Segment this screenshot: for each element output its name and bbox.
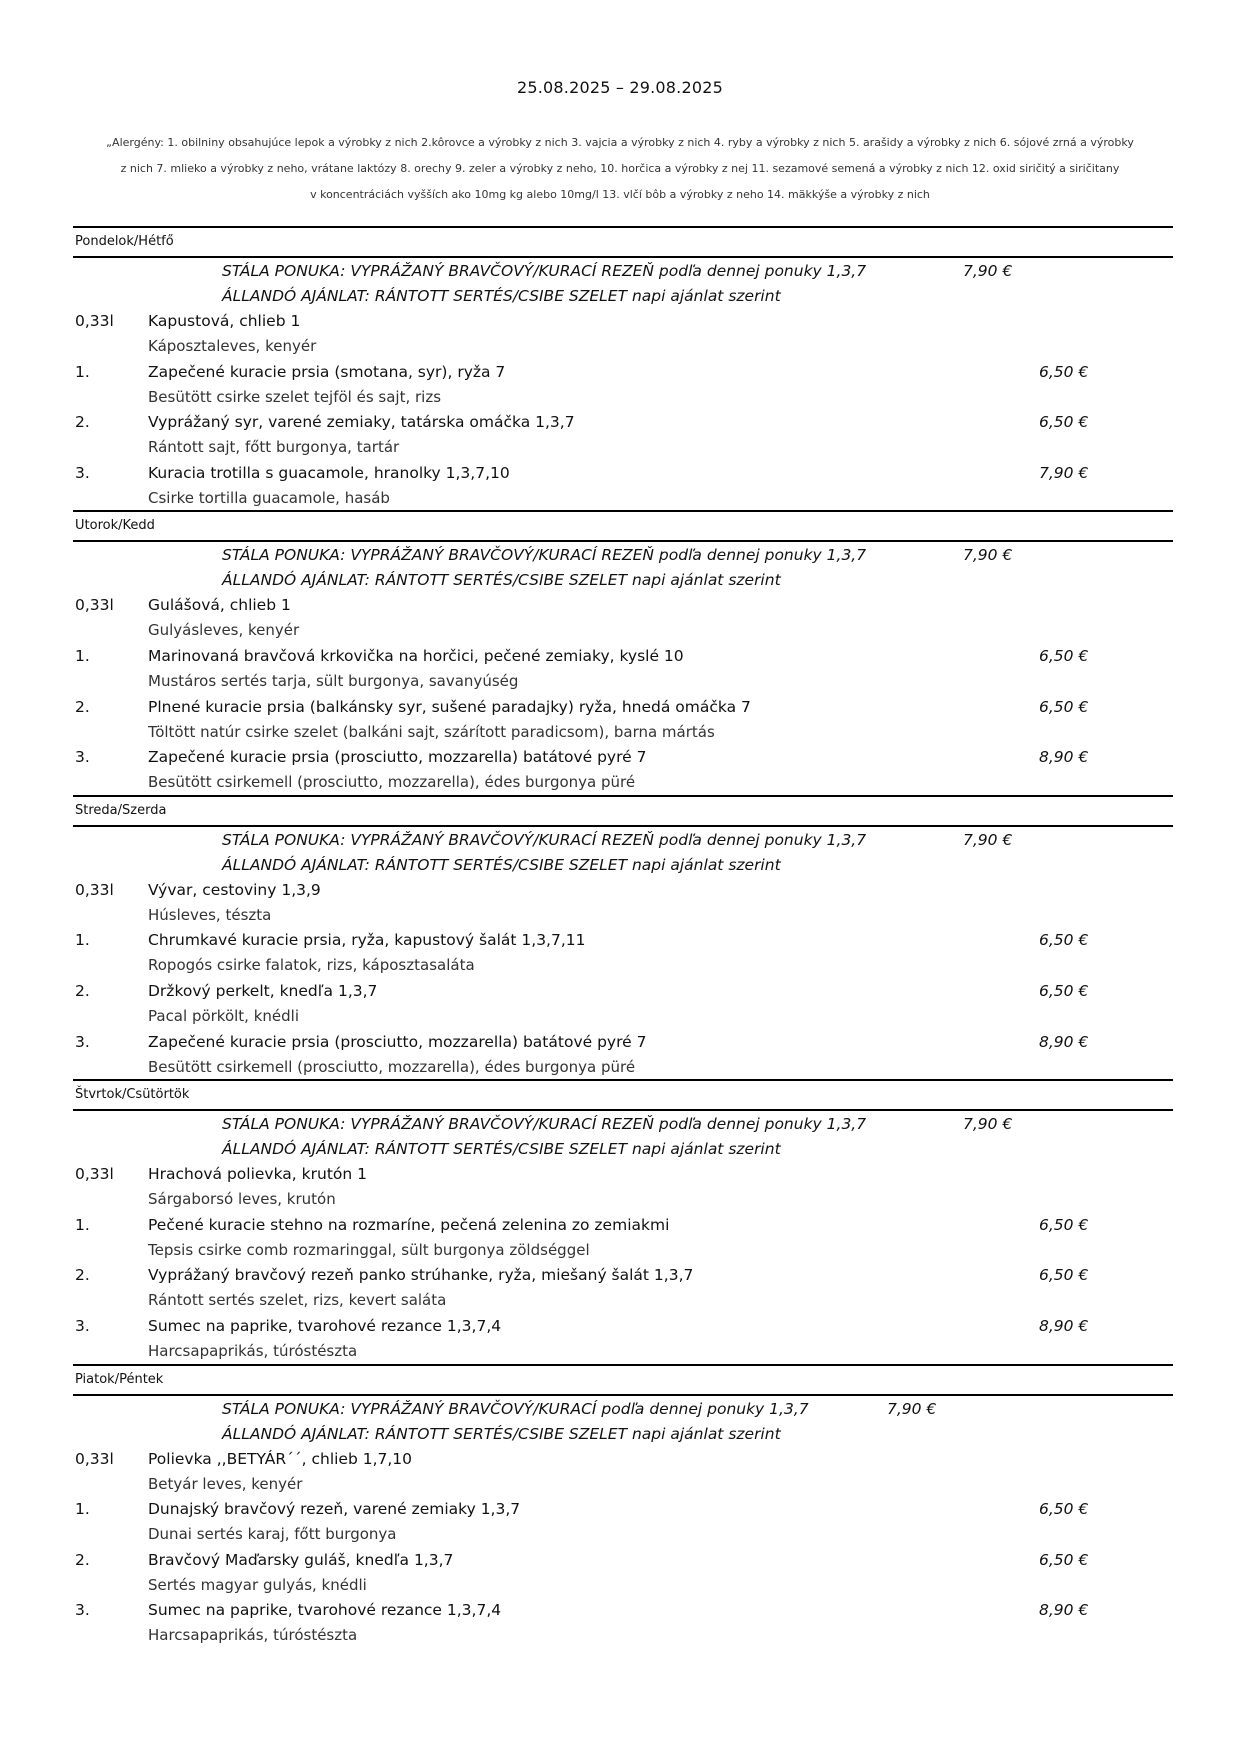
standing-offer-line: ÁLLANDÓ AJÁNLAT: RÁNTOTT SERTÉS/CSIBE SZELET napi ajánlat szerint — [222, 571, 781, 590]
item-number: 3. — [75, 1601, 90, 1620]
item-number: 2. — [75, 1266, 90, 1285]
day-section — [73, 226, 1173, 510]
item-price: 7,90 € — [1039, 463, 1089, 482]
weekly-menu — [73, 226, 1173, 1648]
item-number: 3. — [75, 748, 90, 767]
menu-item — [73, 1212, 1173, 1263]
item-name: Zapečené kuracie prsia (prosciutto, mozzarella) batátové pyré 7 — [148, 748, 647, 767]
item-price: 6,50 € — [1039, 1266, 1089, 1285]
menu-item — [73, 877, 1173, 928]
standing-offer — [73, 542, 1173, 592]
item-name: Zapečené kuracie prsia (prosciutto, mozzarella) batátové pyré 7 — [148, 1032, 647, 1051]
item-translation: Besütött csirkemell (prosciutto, mozzarella), édes burgonya püré — [148, 1057, 636, 1076]
item-number: 1. — [75, 362, 90, 381]
item-number: 3. — [75, 463, 90, 482]
item-number: 1. — [75, 1215, 90, 1234]
item-name: Sumec na paprike, tvarohové rezance 1,3,7,4 — [148, 1601, 502, 1620]
standing-offer-line: STÁLA PONUKA: VYPRÁŽANÝ BRAVČOVÝ/KURACÍ REZEŇ podľa dennej ponuky 1,3,7 — [222, 546, 867, 565]
item-name: Marinovaná bravčová krkovička na horčici, pečené zemiaky, kyslé 10 — [148, 646, 684, 665]
item-price: 6,50 € — [1039, 362, 1089, 381]
item-translation: Húsleves, tészta — [148, 905, 272, 924]
item-number: 3. — [75, 1032, 90, 1051]
item-translation: Töltött natúr csirke szelet (balkáni sajt, szárított paradicsom), barna mártás — [148, 722, 715, 741]
item-price: 6,50 € — [1039, 1500, 1089, 1519]
item-name: Zapečené kuracie prsia (smotana, syr), ryža 7 — [148, 362, 506, 381]
item-number: 1. — [75, 931, 90, 950]
day-header: Štvrtok/Csütörtök — [73, 1079, 1173, 1111]
item-number: 1. — [75, 646, 90, 665]
menu-item — [73, 1597, 1173, 1648]
allergen-line: „Alergény: 1. obilniny obsahujúce lepok a výrobky z nich 2.kôrovce a výrobky z nich 3. vajcia a výrobky z nich 4. ryby a výrobky z nich 5. arašidy a výrobky z nich 6. sójové zrná a výrobky — [106, 136, 1134, 149]
item-number: 2. — [75, 413, 90, 432]
menu-item — [73, 978, 1173, 1029]
item-name: Chrumkavé kuracie prsia, ryža, kapustový šalát 1,3,7,11 — [148, 931, 586, 950]
item-name: Polievka ,,BETYÁR´´, chlieb 1,7,10 — [148, 1449, 413, 1468]
item-price: 8,90 € — [1039, 1601, 1089, 1620]
menu-item — [73, 1547, 1173, 1598]
standing-offer — [73, 827, 1173, 877]
standing-offer — [73, 258, 1173, 308]
item-name: Pečené kuracie stehno na rozmaríne, pečená zelenina zo zemiakmi — [148, 1215, 670, 1234]
item-translation: Dunai sertés karaj, főtt burgonya — [148, 1525, 397, 1544]
item-number: 0,33l — [75, 880, 114, 899]
item-translation: Ropogós csirke falatok, rizs, káposztasaláta — [148, 956, 475, 975]
standing-offer-price: 7,90 € — [963, 830, 1013, 849]
item-price: 6,50 € — [1039, 1215, 1089, 1234]
item-translation: Betyár leves, kenyér — [148, 1474, 303, 1493]
standing-offer-line: ÁLLANDÓ AJÁNLAT: RÁNTOTT SERTÉS/CSIBE SZELET napi ajánlat szerint — [222, 1424, 781, 1443]
item-name: Vývar, cestoviny 1,3,9 — [148, 880, 321, 899]
item-number: 2. — [75, 697, 90, 716]
day-section — [73, 795, 1173, 1079]
item-translation: Csirke tortilla guacamole, hasáb — [148, 488, 390, 507]
item-number: 2. — [75, 981, 90, 1000]
day-header: Streda/Szerda — [73, 795, 1173, 827]
standing-offer-price: 7,90 € — [887, 1399, 937, 1418]
item-name: Hrachová polievka, krutón 1 — [148, 1165, 367, 1184]
standing-offer-line: ÁLLANDÓ AJÁNLAT: RÁNTOTT SERTÉS/CSIBE SZELET napi ajánlat szerint — [222, 287, 781, 305]
standing-offer-price: 7,90 € — [963, 1115, 1013, 1134]
item-translation: Pacal pörkölt, knédli — [148, 1006, 299, 1025]
standing-offer-price: 7,90 € — [963, 546, 1013, 565]
item-price: 6,50 € — [1039, 697, 1089, 716]
menu-item — [73, 460, 1173, 511]
item-price: 6,50 € — [1039, 1550, 1089, 1569]
item-price: 6,50 € — [1039, 931, 1089, 950]
allergen-line: v koncentráciách vyšších ako 10mg kg alebo 10mg/l 13. vlčí bôb a výrobky z neho 14. mäkkýše a výrobky z nich — [310, 188, 930, 201]
item-translation: Rántott sajt, főtt burgonya, tartár — [148, 438, 400, 457]
item-translation: Besütött csirkemell (prosciutto, mozzarella), édes burgonya püré — [148, 773, 636, 792]
item-translation: Harcsapaprikás, túróstészta — [148, 1626, 358, 1645]
standing-offer-line: ÁLLANDÓ AJÁNLAT: RÁNTOTT SERTÉS/CSIBE SZELET napi ajánlat szerint — [222, 1140, 781, 1159]
allergen-line: z nich 7. mlieko a výrobky z neho, vrátane laktózy 8. orechy 9. zeler a výrobky z neho, 10. horčica a výrobky z nej 11. sezamové semená a výrobky z nich 12. oxid siričitý a siričitany — [120, 162, 1120, 175]
item-translation: Mustáros sertés tarja, sült burgonya, savanyúség — [148, 671, 519, 690]
standing-offer-line: STÁLA PONUKA: VYPRÁŽANÝ BRAVČOVÝ/KURACÍ podľa dennej ponuky 1,3,7 — [222, 1399, 809, 1418]
item-translation: Káposztaleves, kenyér — [148, 337, 317, 355]
item-number: 0,33l — [75, 1165, 114, 1184]
item-name: Gulášová, chlieb 1 — [148, 596, 291, 615]
standing-offer-line: STÁLA PONUKA: VYPRÁŽANÝ BRAVČOVÝ/KURACÍ REZEŇ podľa dennej ponuky 1,3,7 — [222, 1115, 867, 1134]
standing-offer-line: STÁLA PONUKA: VYPRÁŽANÝ BRAVČOVÝ/KURACÍ REZEŇ podľa dennej ponuky 1,3,7 — [222, 830, 867, 849]
menu-item — [73, 643, 1173, 694]
menu-item — [73, 927, 1173, 978]
item-price: 8,90 € — [1039, 1032, 1089, 1051]
day-section — [73, 1079, 1173, 1363]
item-name: Plnené kuracie prsia (balkánsky syr, sušené paradajky) ryža, hnedá omáčka 7 — [148, 697, 751, 716]
menu-item — [73, 1161, 1173, 1212]
item-translation: Tepsis csirke comb rozmaringgal, sült burgonya zöldséggel — [148, 1240, 590, 1259]
item-name: Sumec na paprike, tvarohové rezance 1,3,7,4 — [148, 1316, 502, 1335]
standing-offer-line: STÁLA PONUKA: VYPRÁŽANÝ BRAVČOVÝ/KURACÍ REZEŇ podľa dennej ponuky 1,3,7 — [222, 262, 867, 280]
item-number: 1. — [75, 1500, 90, 1519]
item-number: 2. — [75, 1550, 90, 1569]
menu-item — [73, 409, 1173, 460]
date-range: 25.08.2025 – 29.08.2025 — [517, 78, 723, 97]
menu-item — [73, 1496, 1173, 1547]
menu-item — [73, 1313, 1173, 1364]
item-name: Kapustová, chlieb 1 — [148, 312, 301, 330]
item-translation: Besütött csirke szelet tejföl és sajt, rizs — [148, 387, 442, 406]
item-name: Bravčový Maďarsky guláš, knedľa 1,3,7 — [148, 1550, 454, 1569]
item-number: 3. — [75, 1316, 90, 1335]
item-price: 8,90 € — [1039, 1316, 1089, 1335]
menu-item — [73, 359, 1173, 410]
day-header: Utorok/Kedd — [73, 510, 1173, 542]
item-number: 0,33l — [75, 1449, 114, 1468]
standing-offer-price: 7,90 € — [963, 262, 1013, 280]
item-price: 6,50 € — [1039, 646, 1089, 665]
standing-offer-line: ÁLLANDÓ AJÁNLAT: RÁNTOTT SERTÉS/CSIBE SZELET napi ajánlat szerint — [222, 855, 781, 874]
item-name: Vyprážaný syr, varené zemiaky, tatárska omáčka 1,3,7 — [148, 413, 575, 432]
standing-offer — [73, 1111, 1173, 1161]
menu-item — [73, 744, 1173, 795]
menu-item — [73, 1262, 1173, 1313]
item-translation: Sertés magyar gulyás, knédli — [148, 1575, 367, 1594]
item-name: Dunajský bravčový rezeň, varené zemiaky 1,3,7 — [148, 1500, 521, 1519]
menu-item — [73, 308, 1173, 359]
menu-item — [73, 1446, 1173, 1497]
item-price: 8,90 € — [1039, 748, 1089, 767]
item-translation: Harcsapaprikás, túróstészta — [148, 1341, 358, 1360]
item-name: Kuracia trotilla s guacamole, hranolky 1,3,7,10 — [148, 463, 510, 482]
item-price: 6,50 € — [1039, 413, 1089, 432]
day-header: Piatok/Péntek — [73, 1364, 1173, 1396]
item-number: 0,33l — [75, 312, 114, 330]
menu-item — [73, 592, 1173, 643]
item-name: Vyprážaný bravčový rezeň panko strúhanke, ryža, miešaný šalát 1,3,7 — [148, 1266, 694, 1285]
day-header: Pondelok/Hétfő — [73, 226, 1173, 258]
day-section — [73, 510, 1173, 794]
item-translation: Sárgaborsó leves, krutón — [148, 1190, 336, 1209]
standing-offer — [73, 1396, 1173, 1446]
menu-item — [73, 1029, 1173, 1080]
item-translation: Rántott sertés szelet, rizs, kevert saláta — [148, 1291, 447, 1310]
menu-item — [73, 694, 1173, 745]
item-number: 0,33l — [75, 596, 114, 615]
item-name: Držkový perkelt, knedľa 1,3,7 — [148, 981, 378, 1000]
item-translation: Gulyásleves, kenyér — [148, 621, 300, 640]
allergen-legend — [80, 130, 1160, 208]
day-section — [73, 1364, 1173, 1648]
item-price: 6,50 € — [1039, 981, 1089, 1000]
